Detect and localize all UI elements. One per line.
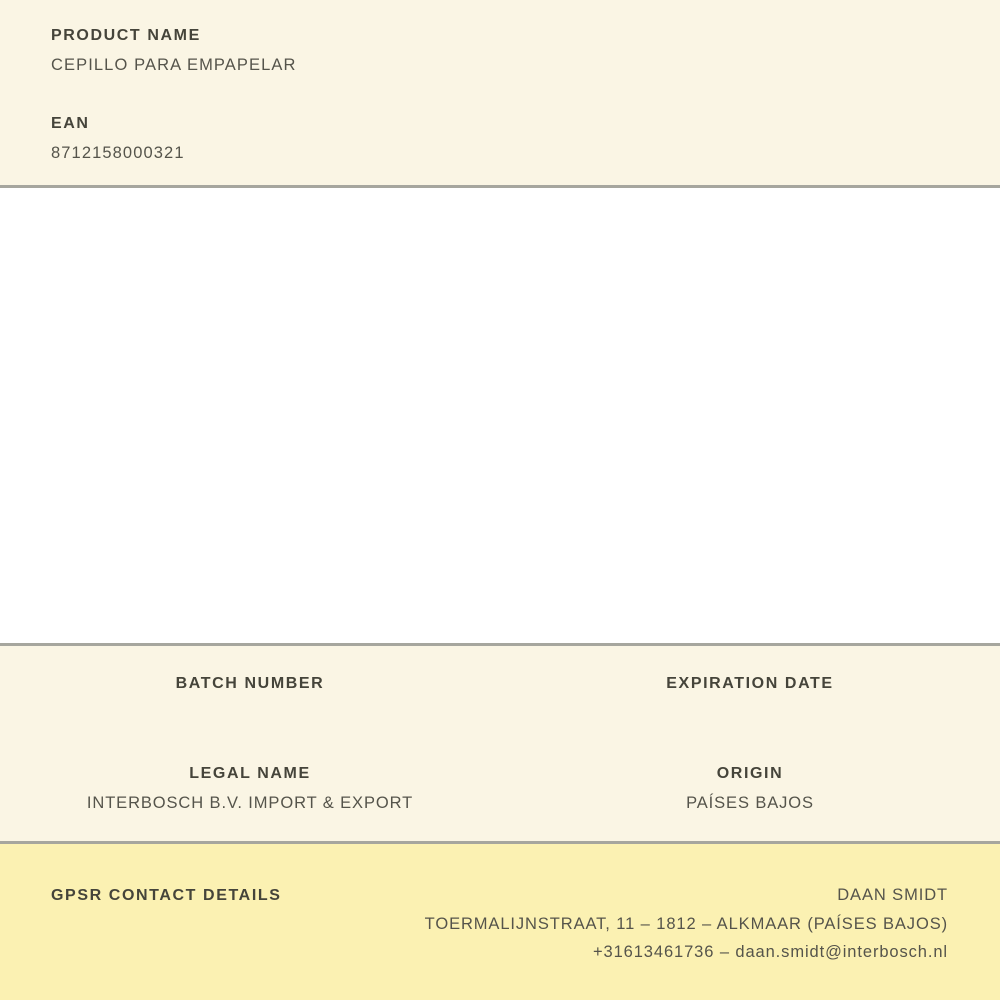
product-name-value: CEPILLO PARA EMPAPELAR bbox=[51, 56, 297, 74]
gpsr-contact-name: DAAN SMIDT bbox=[837, 886, 948, 904]
expiration-date-field bbox=[500, 675, 1000, 736]
details-row-batch-expiration bbox=[0, 646, 1000, 736]
batch-number-label: BATCH NUMBER bbox=[175, 675, 325, 692]
gpsr-contact-block bbox=[425, 881, 948, 967]
expiration-date-label: EXPIRATION DATE bbox=[666, 675, 834, 692]
product-name-field bbox=[51, 27, 949, 75]
legal-name-label: LEGAL NAME bbox=[189, 765, 311, 782]
origin-label: ORIGIN bbox=[716, 765, 784, 782]
product-header-section bbox=[0, 0, 1000, 185]
ean-label: EAN bbox=[51, 115, 90, 132]
blank-content-area bbox=[0, 188, 1000, 643]
gpsr-contact-address: TOERMALIJNSTRAAT, 11 – 1812 – ALKMAAR (PAÍSES BAJOS) bbox=[424, 914, 948, 933]
origin-field bbox=[500, 765, 1000, 841]
origin-value: PAÍSES BAJOS bbox=[686, 794, 814, 812]
gpsr-contact-phone-email: +31613461736 – daan.smidt@interbosch.nl bbox=[592, 943, 948, 961]
legal-name-field bbox=[0, 765, 500, 841]
product-details-section bbox=[0, 646, 1000, 841]
batch-number-field bbox=[0, 675, 500, 736]
gpsr-contact-section bbox=[0, 844, 1000, 1000]
details-row-legal-origin bbox=[0, 736, 1000, 841]
ean-field bbox=[51, 115, 949, 163]
gpsr-contact-title: GPSR CONTACT DETAILS bbox=[51, 887, 282, 904]
legal-name-value: INTERBOSCH B.V. IMPORT & EXPORT bbox=[86, 794, 414, 812]
product-name-label: PRODUCT NAME bbox=[51, 27, 201, 44]
ean-value: 8712158000321 bbox=[51, 144, 185, 162]
